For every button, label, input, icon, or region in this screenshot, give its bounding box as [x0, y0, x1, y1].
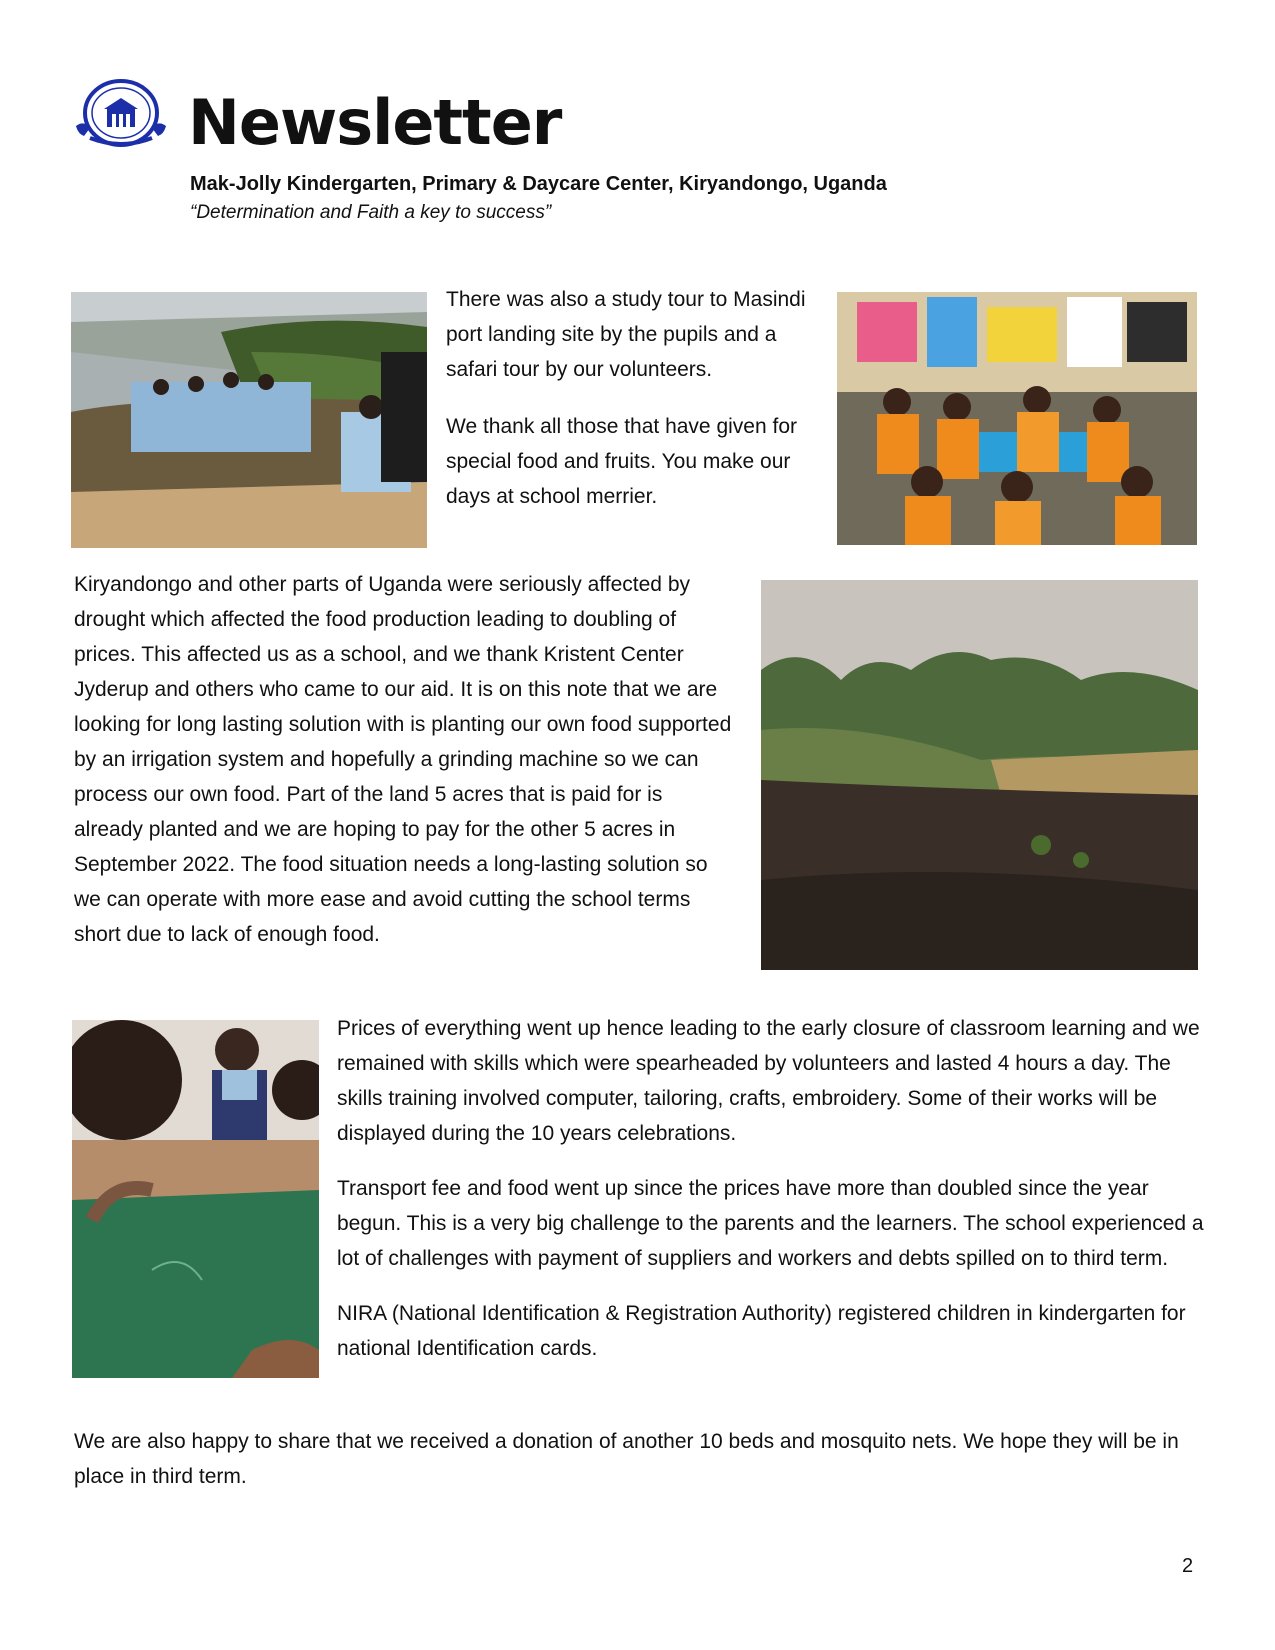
drought-paragraph: Kiryandongo and other parts of Uganda were seriously affected by drought which affected the food production leading to doubling of prices. This affected us as a school, and we thank Kristent Center Jyderup and others who came to our aid. It is on this note that we are looking for long lasting solution with is planting our own food supported by an irrigation system and hopefully a grinding machine so we can process our own food. Part of the land 5 acres that is paid for is already planted and we are hoping to pay for the other 5 acres in September 2022. The food situation needs a long-lasting solution so we can operate with more ease and avoid cutting the school terms short due to lack of enough food.	[74, 573, 732, 946]
drought-column	[74, 567, 734, 952]
page-number: 2	[1182, 1555, 1194, 1577]
prices-paragraph: Prices of everything went up hence leading to the early closure of classroom learning and we remained with skills which were spearheaded by volunteers and lasted 4 hours a day. The skills training involved computer, tailoring, crafts, embroidery. Some of their works will be displayed during the 10 years celebrations.	[337, 1017, 1200, 1145]
study-tour-column	[446, 282, 826, 514]
school-name: Mak-Jolly Kindergarten, Primary & Daycare Center, Kiryandongo, Uganda	[190, 173, 887, 195]
school-logo	[74, 76, 168, 150]
embroidery-craft-photo	[72, 1020, 319, 1378]
newsletter-title: Newsletter	[188, 86, 562, 159]
challenges-column	[337, 1011, 1207, 1366]
nira-paragraph: NIRA (National Identification & Registration Authority) registered children in kindergarten for national Identification cards.	[337, 1302, 1186, 1360]
farm-field-photo	[761, 580, 1198, 970]
study-tour-paragraph: There was also a study tour to Masindi port landing site by the pupils and a safari tour by our volunteers.	[446, 288, 806, 381]
school-motto: “Determination and Faith a key to success”	[190, 202, 552, 223]
boat-study-tour-photo	[71, 292, 427, 548]
classroom-photo	[837, 292, 1197, 545]
transport-paragraph: Transport fee and food went up since the prices have more than doubled since the year begun. This is a very big challenge to the parents and the learners. The school experienced a lot of challenges with payment of suppliers and workers and debts spilled on to third term.	[337, 1177, 1204, 1270]
beds-paragraph: We are also happy to share that we received a donation of another 10 beds and mosquito nets. We hope they will be in place in third term.	[74, 1430, 1179, 1488]
thanks-paragraph: We thank all those that have given for special food and fruits. You make our days at school merrier.	[446, 415, 797, 508]
beds-donation-section	[74, 1424, 1214, 1494]
